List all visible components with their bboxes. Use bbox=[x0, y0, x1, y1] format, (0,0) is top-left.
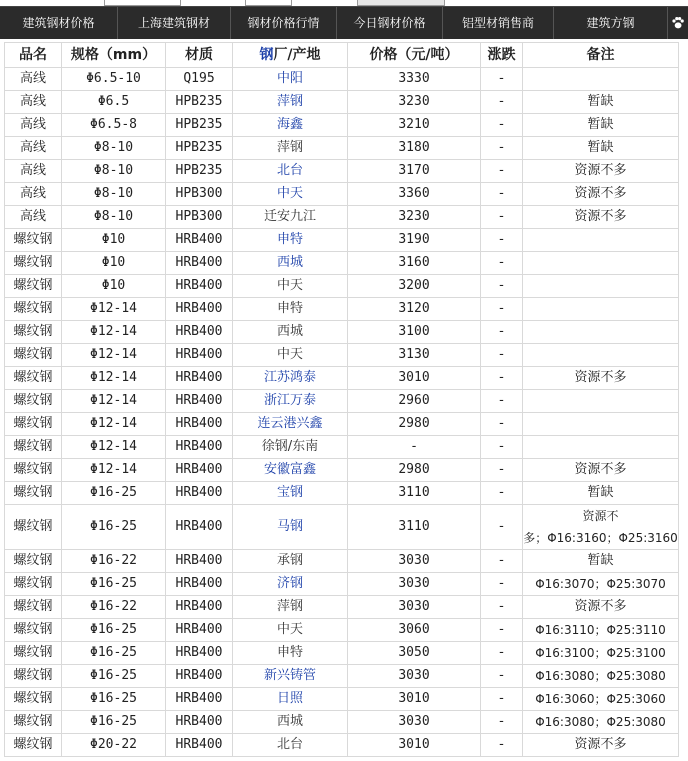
cell-mill-link[interactable]: 济钢 bbox=[233, 573, 348, 596]
cell-material: HPB235 bbox=[166, 114, 233, 137]
table-row bbox=[5, 298, 679, 321]
cell-mill-link[interactable]: 北台 bbox=[233, 160, 348, 183]
cell-name: 螺纹钢 bbox=[5, 344, 62, 367]
cell-change: - bbox=[481, 459, 523, 482]
header-spec: 规格（mm） bbox=[62, 43, 166, 68]
cell-mill-link[interactable]: 马钢 bbox=[233, 505, 348, 550]
cell-material: HRB400 bbox=[166, 275, 233, 298]
cell-price: 3360 bbox=[348, 183, 481, 206]
cell-price: 3030 bbox=[348, 665, 481, 688]
cell-material: HPB235 bbox=[166, 160, 233, 183]
cell-spec: Φ8-10 bbox=[62, 206, 166, 229]
cell-name: 高线 bbox=[5, 206, 62, 229]
cell-material: HPB235 bbox=[166, 91, 233, 114]
cell-change: - bbox=[481, 596, 523, 619]
cell-spec: Φ16-25 bbox=[62, 505, 166, 550]
cell-change: - bbox=[481, 298, 523, 321]
cell-note: 资源不多 bbox=[523, 160, 679, 183]
cell-price: 3120 bbox=[348, 298, 481, 321]
cell-name: 螺纹钢 bbox=[5, 711, 62, 734]
cell-note: 暂缺 bbox=[523, 137, 679, 160]
cell-price: 3060 bbox=[348, 619, 481, 642]
cell-spec: Φ10 bbox=[62, 275, 166, 298]
cell-price: 3010 bbox=[348, 367, 481, 390]
paw-icon[interactable] bbox=[668, 7, 688, 39]
cell-name: 螺纹钢 bbox=[5, 688, 62, 711]
cell-material: HRB400 bbox=[166, 367, 233, 390]
cell-price: 2960 bbox=[348, 390, 481, 413]
cell-note bbox=[523, 436, 679, 459]
cell-price: 3010 bbox=[348, 688, 481, 711]
top-input-fragment bbox=[245, 0, 292, 6]
cell-mill-link[interactable]: 西城 bbox=[233, 252, 348, 275]
cell-note: 资源不多 bbox=[523, 734, 679, 757]
cell-change: - bbox=[481, 321, 523, 344]
cell-change: - bbox=[481, 642, 523, 665]
cell-spec: Φ16-25 bbox=[62, 573, 166, 596]
cell-name: 螺纹钢 bbox=[5, 298, 62, 321]
cell-material: HRB400 bbox=[166, 413, 233, 436]
cell-material: HRB400 bbox=[166, 711, 233, 734]
cell-note bbox=[523, 505, 679, 550]
cell-price: 3200 bbox=[348, 275, 481, 298]
cell-note: 资源不多 bbox=[523, 367, 679, 390]
cell-spec: Φ16-25 bbox=[62, 711, 166, 734]
cell-note: Φ16:3080；Φ25:3080 bbox=[523, 665, 679, 688]
table-row bbox=[5, 367, 679, 390]
nav-tab-today-steel-price[interactable]: 今日钢材价格 bbox=[337, 7, 443, 39]
cell-name: 螺纹钢 bbox=[5, 573, 62, 596]
cell-spec: Φ16-22 bbox=[62, 596, 166, 619]
cell-change: - bbox=[481, 275, 523, 298]
cell-mill-link[interactable]: 浙江万泰 bbox=[233, 390, 348, 413]
cell-name: 螺纹钢 bbox=[5, 482, 62, 505]
cell-price: 3130 bbox=[348, 344, 481, 367]
cell-change: - bbox=[481, 619, 523, 642]
cell-name: 螺纹钢 bbox=[5, 734, 62, 757]
cell-material: HRB400 bbox=[166, 688, 233, 711]
table-row bbox=[5, 711, 679, 734]
nav-tab-steel-price-market[interactable]: 钢材价格行情 bbox=[231, 7, 337, 39]
cell-spec: Φ12-14 bbox=[62, 459, 166, 482]
cell-material: HRB400 bbox=[166, 459, 233, 482]
cell-change: - bbox=[481, 160, 523, 183]
cell-price: 3110 bbox=[348, 482, 481, 505]
cell-name: 高线 bbox=[5, 114, 62, 137]
cell-mill-link[interactable]: 海鑫 bbox=[233, 114, 348, 137]
table-row bbox=[5, 459, 679, 482]
cell-change: - bbox=[481, 413, 523, 436]
table-row bbox=[5, 688, 679, 711]
cell-mill-link[interactable]: 日照 bbox=[233, 688, 348, 711]
cell-spec: Φ8-10 bbox=[62, 183, 166, 206]
cell-material: HRB400 bbox=[166, 734, 233, 757]
cell-name: 高线 bbox=[5, 91, 62, 114]
table-row bbox=[5, 390, 679, 413]
nav-tab-building-steel-price[interactable]: 建筑钢材价格 bbox=[0, 7, 118, 39]
header-material: 材质 bbox=[166, 43, 233, 68]
cell-price: 3030 bbox=[348, 711, 481, 734]
cell-change: - bbox=[481, 711, 523, 734]
cell-name: 螺纹钢 bbox=[5, 505, 62, 550]
cell-note bbox=[523, 321, 679, 344]
cell-note bbox=[523, 344, 679, 367]
cell-price: 3170 bbox=[348, 160, 481, 183]
cell-name: 螺纹钢 bbox=[5, 275, 62, 298]
cell-name: 螺纹钢 bbox=[5, 642, 62, 665]
table-row bbox=[5, 275, 679, 298]
header-note: 备注 bbox=[523, 43, 679, 68]
cell-mill: 西城 bbox=[233, 321, 348, 344]
cell-price: 3210 bbox=[348, 114, 481, 137]
cell-spec: Φ6.5-8 bbox=[62, 114, 166, 137]
table-row bbox=[5, 137, 679, 160]
table-row bbox=[5, 91, 679, 114]
cell-note bbox=[523, 275, 679, 298]
cell-price: 3050 bbox=[348, 642, 481, 665]
cell-mill: 西城 bbox=[233, 711, 348, 734]
cell-spec: Φ20-22 bbox=[62, 734, 166, 757]
price-table bbox=[4, 42, 679, 757]
cell-name: 螺纹钢 bbox=[5, 229, 62, 252]
cell-change: - bbox=[481, 344, 523, 367]
cell-mill-link[interactable]: 宝钢 bbox=[233, 482, 348, 505]
cell-spec: Φ12-14 bbox=[62, 321, 166, 344]
cell-spec: Φ10 bbox=[62, 252, 166, 275]
cell-material: HRB400 bbox=[166, 390, 233, 413]
cell-note bbox=[523, 413, 679, 436]
cell-change: - bbox=[481, 114, 523, 137]
cell-note-line: 多；Φ16:3160；Φ25:3160 bbox=[523, 531, 678, 545]
cell-price: 3110 bbox=[348, 505, 481, 550]
cell-change: - bbox=[481, 390, 523, 413]
cell-spec: Φ16-25 bbox=[62, 619, 166, 642]
cell-spec: Φ16-25 bbox=[62, 688, 166, 711]
table-row bbox=[5, 550, 679, 573]
cell-change: - bbox=[481, 367, 523, 390]
cell-name: 螺纹钢 bbox=[5, 459, 62, 482]
cell-note: 资源不多 bbox=[523, 206, 679, 229]
header-mill bbox=[233, 43, 348, 68]
cell-material: HPB235 bbox=[166, 137, 233, 160]
nav-tab-aluminum-seller[interactable]: 铝型材销售商 bbox=[443, 7, 554, 39]
cell-price: 3330 bbox=[348, 68, 481, 91]
table-row bbox=[5, 206, 679, 229]
cell-name: 螺纹钢 bbox=[5, 390, 62, 413]
cell-note bbox=[523, 390, 679, 413]
cell-change: - bbox=[481, 550, 523, 573]
cell-price: - bbox=[348, 436, 481, 459]
cell-spec: Φ8-10 bbox=[62, 137, 166, 160]
cell-name: 螺纹钢 bbox=[5, 596, 62, 619]
cell-mill: 申特 bbox=[233, 642, 348, 665]
header-change: 涨跌 bbox=[481, 43, 523, 68]
table-row bbox=[5, 436, 679, 459]
cell-material: HRB400 bbox=[166, 573, 233, 596]
cell-name: 螺纹钢 bbox=[5, 436, 62, 459]
table-row bbox=[5, 183, 679, 206]
cell-spec: Φ16-22 bbox=[62, 550, 166, 573]
table-row bbox=[5, 160, 679, 183]
cell-mill-link[interactable]: 连云港兴鑫 bbox=[233, 413, 348, 436]
table-row bbox=[5, 573, 679, 596]
cell-price: 2980 bbox=[348, 413, 481, 436]
cell-material: HRB400 bbox=[166, 321, 233, 344]
nav-bar bbox=[0, 6, 688, 39]
cell-change: - bbox=[481, 436, 523, 459]
cell-material: HRB400 bbox=[166, 229, 233, 252]
cell-mill: 中天 bbox=[233, 344, 348, 367]
cell-change: - bbox=[481, 688, 523, 711]
cell-spec: Φ16-25 bbox=[62, 665, 166, 688]
cell-mill: 中天 bbox=[233, 619, 348, 642]
table-row bbox=[5, 596, 679, 619]
table-row bbox=[5, 229, 679, 252]
cell-spec: Φ12-14 bbox=[62, 436, 166, 459]
cell-price: 3160 bbox=[348, 252, 481, 275]
cell-change: - bbox=[481, 505, 523, 550]
cell-mill: 萍钢 bbox=[233, 596, 348, 619]
cell-spec: Φ8-10 bbox=[62, 160, 166, 183]
cell-spec: Φ10 bbox=[62, 229, 166, 252]
cell-price: 2980 bbox=[348, 459, 481, 482]
table-row bbox=[5, 665, 679, 688]
top-button-fragment bbox=[357, 0, 445, 6]
cell-name: 螺纹钢 bbox=[5, 321, 62, 344]
cell-price: 3010 bbox=[348, 734, 481, 757]
cell-material: HRB400 bbox=[166, 596, 233, 619]
cell-name: 螺纹钢 bbox=[5, 413, 62, 436]
cell-mill-link[interactable]: 萍钢 bbox=[233, 91, 348, 114]
table-row bbox=[5, 413, 679, 436]
cell-spec: Φ16-25 bbox=[62, 482, 166, 505]
header-price: 价格（元/吨） bbox=[348, 43, 481, 68]
cell-mill-link[interactable]: 中阳 bbox=[233, 68, 348, 91]
cell-material: HRB400 bbox=[166, 619, 233, 642]
cell-name: 螺纹钢 bbox=[5, 550, 62, 573]
cell-note bbox=[523, 68, 679, 91]
cell-mill: 承钢 bbox=[233, 550, 348, 573]
cell-note: Φ16:3060；Φ25:3060 bbox=[523, 688, 679, 711]
cell-mill: 中天 bbox=[233, 275, 348, 298]
cell-spec: Φ12-14 bbox=[62, 413, 166, 436]
cell-material: HRB400 bbox=[166, 436, 233, 459]
cell-price: 3230 bbox=[348, 91, 481, 114]
cell-change: - bbox=[481, 229, 523, 252]
cell-mill-link[interactable]: 新兴铸管 bbox=[233, 665, 348, 688]
cell-material: HRB400 bbox=[166, 550, 233, 573]
cell-name: 高线 bbox=[5, 183, 62, 206]
table-row bbox=[5, 321, 679, 344]
cell-mill-link[interactable]: 申特 bbox=[233, 229, 348, 252]
cell-spec: Φ12-14 bbox=[62, 344, 166, 367]
cell-price: 3180 bbox=[348, 137, 481, 160]
table-row bbox=[5, 642, 679, 665]
cell-change: - bbox=[481, 734, 523, 757]
cell-price: 3190 bbox=[348, 229, 481, 252]
header-name: 品名 bbox=[5, 43, 62, 68]
cell-material: HRB400 bbox=[166, 505, 233, 550]
cell-name: 螺纹钢 bbox=[5, 619, 62, 642]
cell-note: 资源不多 bbox=[523, 459, 679, 482]
cell-note: Φ16:3110；Φ25:3110 bbox=[523, 619, 679, 642]
cell-change: - bbox=[481, 206, 523, 229]
cell-spec: Φ6.5 bbox=[62, 91, 166, 114]
cell-change: - bbox=[481, 68, 523, 91]
cell-change: - bbox=[481, 137, 523, 160]
cell-spec: Φ6.5-10 bbox=[62, 68, 166, 91]
cell-mill: 徐钢/东南 bbox=[233, 436, 348, 459]
table-row bbox=[5, 344, 679, 367]
cell-note: 暂缺 bbox=[523, 91, 679, 114]
cell-material: HRB400 bbox=[166, 642, 233, 665]
cell-note-line: 资源不 bbox=[582, 509, 619, 523]
cell-mill-link[interactable]: 安徽富鑫 bbox=[233, 459, 348, 482]
cell-change: - bbox=[481, 665, 523, 688]
table-row bbox=[5, 619, 679, 642]
header-mill-highlight: 钢 bbox=[259, 47, 274, 63]
table-header-row bbox=[5, 43, 679, 68]
cell-note: Φ16:3080；Φ25:3080 bbox=[523, 711, 679, 734]
table-row bbox=[5, 252, 679, 275]
cell-change: - bbox=[481, 482, 523, 505]
cell-material: HRB400 bbox=[166, 665, 233, 688]
cell-spec: Φ12-14 bbox=[62, 298, 166, 321]
top-strip bbox=[0, 0, 688, 6]
cell-change: - bbox=[481, 573, 523, 596]
cell-note: Φ16:3070；Φ25:3070 bbox=[523, 573, 679, 596]
cell-change: - bbox=[481, 91, 523, 114]
cell-name: 螺纹钢 bbox=[5, 367, 62, 390]
cell-material: Q195 bbox=[166, 68, 233, 91]
cell-mill: 迁安九江 bbox=[233, 206, 348, 229]
cell-change: - bbox=[481, 183, 523, 206]
cell-note: 暂缺 bbox=[523, 550, 679, 573]
cell-material: HRB400 bbox=[166, 252, 233, 275]
cell-price: 3230 bbox=[348, 206, 481, 229]
cell-mill-link[interactable]: 中天 bbox=[233, 183, 348, 206]
table-row bbox=[5, 114, 679, 137]
cell-spec: Φ12-14 bbox=[62, 390, 166, 413]
header-mill-rest: 厂/产地 bbox=[273, 47, 321, 63]
cell-note bbox=[523, 229, 679, 252]
cell-name: 高线 bbox=[5, 68, 62, 91]
nav-tab-square-steel[interactable]: 建筑方钢 bbox=[554, 7, 668, 39]
cell-mill: 申特 bbox=[233, 298, 348, 321]
cell-price: 3030 bbox=[348, 573, 481, 596]
cell-material: HRB400 bbox=[166, 482, 233, 505]
cell-note: 资源不多 bbox=[523, 183, 679, 206]
table-row bbox=[5, 505, 679, 550]
cell-note bbox=[523, 298, 679, 321]
cell-material: HRB400 bbox=[166, 298, 233, 321]
cell-name: 螺纹钢 bbox=[5, 252, 62, 275]
cell-name: 螺纹钢 bbox=[5, 665, 62, 688]
cell-spec: Φ16-25 bbox=[62, 642, 166, 665]
table-row bbox=[5, 482, 679, 505]
cell-mill: 萍钢 bbox=[233, 137, 348, 160]
cell-mill: 北台 bbox=[233, 734, 348, 757]
cell-material: HPB300 bbox=[166, 183, 233, 206]
nav-tab-shanghai-building-steel[interactable]: 上海建筑钢材 bbox=[118, 7, 231, 39]
table-row bbox=[5, 68, 679, 91]
table-row bbox=[5, 734, 679, 757]
cell-material: HPB300 bbox=[166, 206, 233, 229]
cell-note: 暂缺 bbox=[523, 482, 679, 505]
cell-price: 3100 bbox=[348, 321, 481, 344]
cell-change: - bbox=[481, 252, 523, 275]
cell-spec: Φ12-14 bbox=[62, 367, 166, 390]
cell-name: 高线 bbox=[5, 160, 62, 183]
cell-note: 暂缺 bbox=[523, 114, 679, 137]
cell-mill-link[interactable]: 江苏鸿泰 bbox=[233, 367, 348, 390]
top-input-fragment bbox=[104, 0, 181, 6]
cell-name: 高线 bbox=[5, 137, 62, 160]
cell-note bbox=[523, 252, 679, 275]
cell-note: Φ16:3100；Φ25:3100 bbox=[523, 642, 679, 665]
cell-material: HRB400 bbox=[166, 344, 233, 367]
cell-price: 3030 bbox=[348, 550, 481, 573]
cell-note: 资源不多 bbox=[523, 596, 679, 619]
cell-price: 3030 bbox=[348, 596, 481, 619]
